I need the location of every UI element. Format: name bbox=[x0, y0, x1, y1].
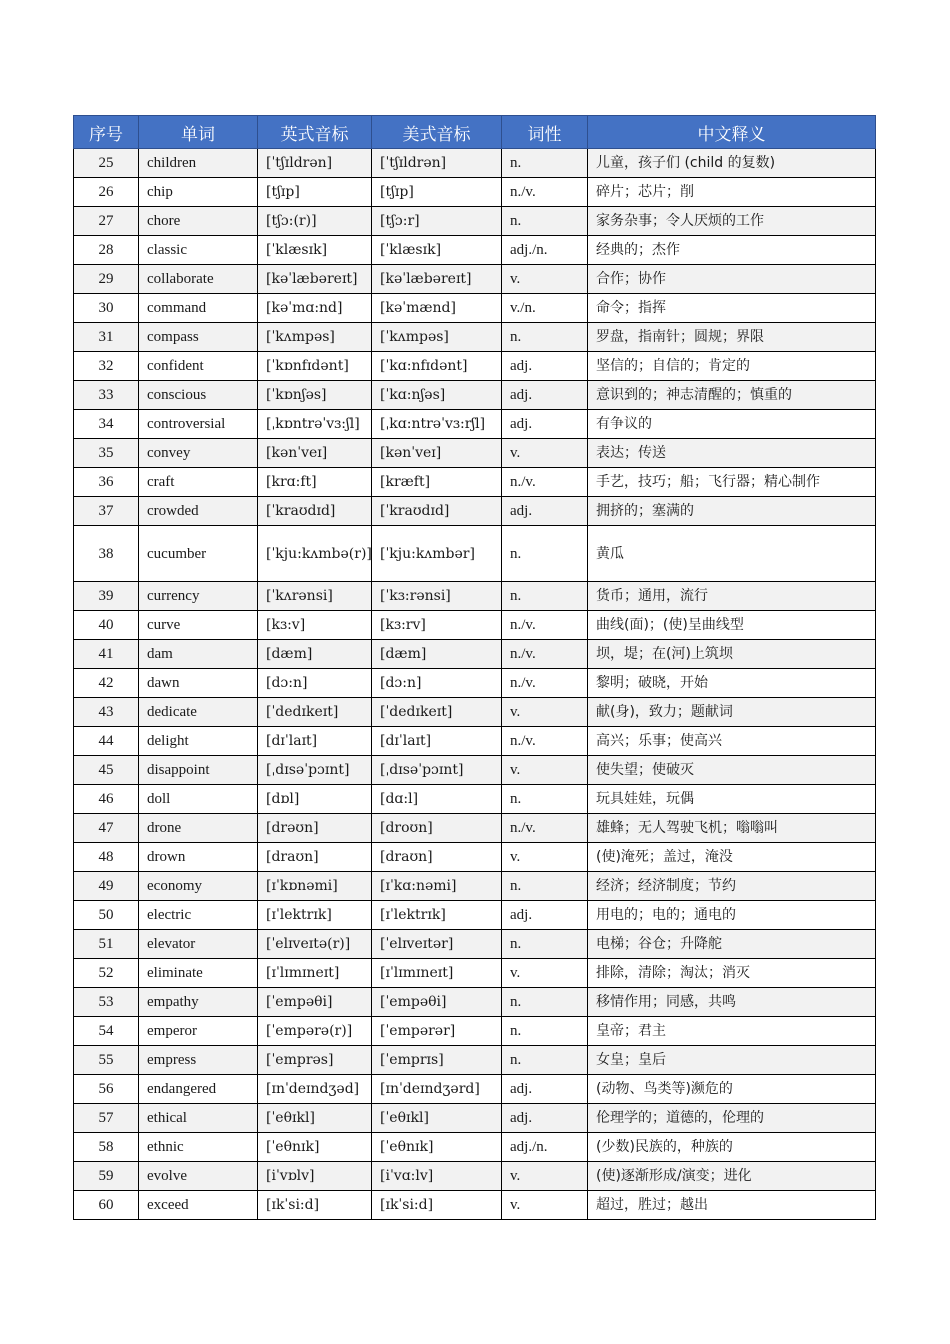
cell-part-of-speech: adj. bbox=[502, 381, 588, 410]
cell-number: 54 bbox=[74, 1017, 139, 1046]
cell-uk-phonetic: [kəˈmɑ:nd] bbox=[258, 294, 372, 323]
cell-chinese-meaning: 坚信的；自信的；肯定的 bbox=[588, 352, 876, 381]
cell-uk-phonetic: [drəʊn] bbox=[258, 814, 372, 843]
table-row bbox=[74, 236, 876, 265]
cell-word: economy bbox=[139, 872, 258, 901]
cell-number: 55 bbox=[74, 1046, 139, 1075]
cell-part-of-speech: n./v. bbox=[502, 814, 588, 843]
cell-number: 35 bbox=[74, 439, 139, 468]
cell-word: craft bbox=[139, 468, 258, 497]
header-chinese-meaning: 中文释义 bbox=[588, 116, 876, 149]
cell-number: 57 bbox=[74, 1104, 139, 1133]
cell-us-phonetic: [ˈeθnɪk] bbox=[372, 1133, 502, 1162]
cell-chinese-meaning: 表达；传送 bbox=[588, 439, 876, 468]
cell-chinese-meaning: 皇帝；君主 bbox=[588, 1017, 876, 1046]
cell-number: 27 bbox=[74, 207, 139, 236]
cell-us-phonetic: [ˈeθɪkl] bbox=[372, 1104, 502, 1133]
cell-number: 56 bbox=[74, 1075, 139, 1104]
cell-word: evolve bbox=[139, 1162, 258, 1191]
table-row bbox=[74, 756, 876, 785]
cell-us-phonetic: [tʃɪp] bbox=[372, 178, 502, 207]
cell-word: collaborate bbox=[139, 265, 258, 294]
cell-part-of-speech: n. bbox=[502, 526, 588, 582]
table-row bbox=[74, 843, 876, 872]
cell-us-phonetic: [dæm] bbox=[372, 640, 502, 669]
header-part-of-speech: 词性 bbox=[502, 116, 588, 149]
cell-us-phonetic: [ɪˈlɪmɪneɪt] bbox=[372, 959, 502, 988]
cell-chinese-meaning: 女皇；皇后 bbox=[588, 1046, 876, 1075]
table-row bbox=[74, 988, 876, 1017]
cell-part-of-speech: n./v. bbox=[502, 468, 588, 497]
cell-part-of-speech: n./v. bbox=[502, 640, 588, 669]
cell-chinese-meaning: 家务杂事；令人厌烦的工作 bbox=[588, 207, 876, 236]
cell-number: 25 bbox=[74, 149, 139, 178]
cell-number: 34 bbox=[74, 410, 139, 439]
cell-uk-phonetic: [ˈklæsɪk] bbox=[258, 236, 372, 265]
cell-chinese-meaning: 电梯；谷仓；升降舵 bbox=[588, 930, 876, 959]
cell-us-phonetic: [dɪˈlaɪt] bbox=[372, 727, 502, 756]
cell-us-phonetic: [ˈdedɪkeɪt] bbox=[372, 698, 502, 727]
cell-uk-phonetic: [kənˈveɪ] bbox=[258, 439, 372, 468]
cell-us-phonetic: [dɑ:l] bbox=[372, 785, 502, 814]
cell-us-phonetic: [ˈkɜ:rənsi] bbox=[372, 582, 502, 611]
cell-us-phonetic: [ˈkɑ:nfɪdənt] bbox=[372, 352, 502, 381]
cell-us-phonetic: [ɪnˈdeɪndʒərd] bbox=[372, 1075, 502, 1104]
table-row bbox=[74, 959, 876, 988]
cell-chinese-meaning: (动物、鸟类等)濒危的 bbox=[588, 1075, 876, 1104]
header-uk-phonetic: 英式音标 bbox=[258, 116, 372, 149]
cell-part-of-speech: adj. bbox=[502, 1104, 588, 1133]
cell-chinese-meaning: 用电的；电的；通电的 bbox=[588, 901, 876, 930]
cell-number: 29 bbox=[74, 265, 139, 294]
cell-word: command bbox=[139, 294, 258, 323]
table-row bbox=[74, 698, 876, 727]
cell-uk-phonetic: [ˈkʌrənsi] bbox=[258, 582, 372, 611]
vocabulary-page bbox=[73, 115, 875, 1220]
cell-uk-phonetic: [dɒl] bbox=[258, 785, 372, 814]
cell-word: cucumber bbox=[139, 526, 258, 582]
cell-part-of-speech: adj. bbox=[502, 410, 588, 439]
cell-chinese-meaning: 高兴；乐事；使高兴 bbox=[588, 727, 876, 756]
cell-chinese-meaning: 超过，胜过；越出 bbox=[588, 1191, 876, 1220]
cell-number: 33 bbox=[74, 381, 139, 410]
cell-part-of-speech: adj. bbox=[502, 352, 588, 381]
cell-uk-phonetic: [dɪˈlaɪt] bbox=[258, 727, 372, 756]
cell-word: empathy bbox=[139, 988, 258, 1017]
cell-uk-phonetic: [ˈeθnɪk] bbox=[258, 1133, 372, 1162]
table-row bbox=[74, 149, 876, 178]
cell-word: drone bbox=[139, 814, 258, 843]
cell-part-of-speech: v. bbox=[502, 1162, 588, 1191]
cell-part-of-speech: adj./n. bbox=[502, 1133, 588, 1162]
cell-uk-phonetic: [ˈempəθi] bbox=[258, 988, 372, 1017]
cell-chinese-meaning: 拥挤的；塞满的 bbox=[588, 497, 876, 526]
table-row bbox=[74, 1075, 876, 1104]
cell-number: 39 bbox=[74, 582, 139, 611]
cell-part-of-speech: v. bbox=[502, 698, 588, 727]
table-row bbox=[74, 1191, 876, 1220]
cell-part-of-speech: n./v. bbox=[502, 727, 588, 756]
table-row bbox=[74, 323, 876, 352]
table-row bbox=[74, 727, 876, 756]
cell-chinese-meaning: 玩具娃娃，玩偶 bbox=[588, 785, 876, 814]
cell-us-phonetic: [kəˈmænd] bbox=[372, 294, 502, 323]
cell-word: crowded bbox=[139, 497, 258, 526]
cell-word: empress bbox=[139, 1046, 258, 1075]
cell-word: compass bbox=[139, 323, 258, 352]
table-row bbox=[74, 439, 876, 468]
cell-us-phonetic: [ˈklæsɪk] bbox=[372, 236, 502, 265]
cell-part-of-speech: v./n. bbox=[502, 294, 588, 323]
cell-number: 59 bbox=[74, 1162, 139, 1191]
table-row bbox=[74, 640, 876, 669]
cell-word: ethical bbox=[139, 1104, 258, 1133]
cell-number: 32 bbox=[74, 352, 139, 381]
table-row bbox=[74, 669, 876, 698]
cell-chinese-meaning: 货币；通用，流行 bbox=[588, 582, 876, 611]
cell-uk-phonetic: [ˌdɪsəˈpɔɪnt] bbox=[258, 756, 372, 785]
cell-uk-phonetic: [ˈemprəs] bbox=[258, 1046, 372, 1075]
cell-word: electric bbox=[139, 901, 258, 930]
cell-part-of-speech: n. bbox=[502, 785, 588, 814]
cell-us-phonetic: [tʃɔ:r] bbox=[372, 207, 502, 236]
cell-chinese-meaning: 移情作用；同感，共鸣 bbox=[588, 988, 876, 1017]
table-row bbox=[74, 497, 876, 526]
cell-uk-phonetic: [ɪnˈdeɪndʒəd] bbox=[258, 1075, 372, 1104]
cell-us-phonetic: [droʊn] bbox=[372, 814, 502, 843]
cell-us-phonetic: [kənˈveɪ] bbox=[372, 439, 502, 468]
cell-uk-phonetic: [ɪkˈsi:d] bbox=[258, 1191, 372, 1220]
cell-word: controversial bbox=[139, 410, 258, 439]
cell-part-of-speech: n. bbox=[502, 872, 588, 901]
cell-part-of-speech: v. bbox=[502, 843, 588, 872]
header-word: 单词 bbox=[139, 116, 258, 149]
cell-us-phonetic: [ˈtʃɪldrən] bbox=[372, 149, 502, 178]
cell-uk-phonetic: [ˈelɪveɪtə(r)] bbox=[258, 930, 372, 959]
cell-number: 50 bbox=[74, 901, 139, 930]
cell-uk-phonetic: [ɪˈkɒnəmi] bbox=[258, 872, 372, 901]
cell-us-phonetic: [kræft] bbox=[372, 468, 502, 497]
cell-us-phonetic: [ɪkˈsi:d] bbox=[372, 1191, 502, 1220]
cell-chinese-meaning: (使)逐渐形成/演变；进化 bbox=[588, 1162, 876, 1191]
cell-word: convey bbox=[139, 439, 258, 468]
cell-us-phonetic: [ˌdɪsəˈpɔɪnt] bbox=[372, 756, 502, 785]
table-row bbox=[74, 526, 876, 582]
cell-number: 37 bbox=[74, 497, 139, 526]
cell-word: disappoint bbox=[139, 756, 258, 785]
cell-uk-phonetic: [dɔ:n] bbox=[258, 669, 372, 698]
cell-word: doll bbox=[139, 785, 258, 814]
cell-us-phonetic: [ɪˈlektrɪk] bbox=[372, 901, 502, 930]
cell-word: classic bbox=[139, 236, 258, 265]
cell-part-of-speech: adj. bbox=[502, 901, 588, 930]
cell-number: 36 bbox=[74, 468, 139, 497]
cell-word: curve bbox=[139, 611, 258, 640]
cell-number: 46 bbox=[74, 785, 139, 814]
cell-word: emperor bbox=[139, 1017, 258, 1046]
cell-uk-phonetic: [kəˈlæbəreɪt] bbox=[258, 265, 372, 294]
cell-chinese-meaning: 手艺，技巧；船；飞行器；精心制作 bbox=[588, 468, 876, 497]
cell-chinese-meaning: 黎明；破晓，开始 bbox=[588, 669, 876, 698]
cell-uk-phonetic: [draʊn] bbox=[258, 843, 372, 872]
cell-part-of-speech: v. bbox=[502, 1191, 588, 1220]
cell-part-of-speech: n. bbox=[502, 323, 588, 352]
cell-part-of-speech: n. bbox=[502, 930, 588, 959]
cell-part-of-speech: n. bbox=[502, 988, 588, 1017]
cell-uk-phonetic: [ˈempərə(r)] bbox=[258, 1017, 372, 1046]
cell-chinese-meaning: (使)淹死；盖过，淹没 bbox=[588, 843, 876, 872]
cell-part-of-speech: n./v. bbox=[502, 669, 588, 698]
table-row bbox=[74, 582, 876, 611]
cell-uk-phonetic: [iˈvɒlv] bbox=[258, 1162, 372, 1191]
cell-chinese-meaning: 坝，堤；在(河)上筑坝 bbox=[588, 640, 876, 669]
table-row bbox=[74, 901, 876, 930]
cell-us-phonetic: [kɜ:rv] bbox=[372, 611, 502, 640]
cell-chinese-meaning: 经济；经济制度；节约 bbox=[588, 872, 876, 901]
cell-chinese-meaning: 有争议的 bbox=[588, 410, 876, 439]
cell-part-of-speech: adj. bbox=[502, 1075, 588, 1104]
vocabulary-table bbox=[73, 115, 876, 1220]
cell-uk-phonetic: [kɜ:v] bbox=[258, 611, 372, 640]
table-row bbox=[74, 178, 876, 207]
cell-word: dawn bbox=[139, 669, 258, 698]
cell-chinese-meaning: (少数)民族的，种族的 bbox=[588, 1133, 876, 1162]
table-row bbox=[74, 930, 876, 959]
cell-number: 44 bbox=[74, 727, 139, 756]
table-row bbox=[74, 294, 876, 323]
cell-chinese-meaning: 意识到的；神志清醒的；慎重的 bbox=[588, 381, 876, 410]
cell-part-of-speech: n. bbox=[502, 1046, 588, 1075]
cell-word: elevator bbox=[139, 930, 258, 959]
header-number: 序号 bbox=[74, 116, 139, 149]
cell-uk-phonetic: [ˈdedɪkeɪt] bbox=[258, 698, 372, 727]
cell-word: delight bbox=[139, 727, 258, 756]
cell-part-of-speech: adj./n. bbox=[502, 236, 588, 265]
cell-word: dedicate bbox=[139, 698, 258, 727]
table-row bbox=[74, 1046, 876, 1075]
table-row bbox=[74, 468, 876, 497]
cell-chinese-meaning: 使失望；使破灭 bbox=[588, 756, 876, 785]
cell-uk-phonetic: [tʃɪp] bbox=[258, 178, 372, 207]
cell-us-phonetic: [ˈkɑ:nʃəs] bbox=[372, 381, 502, 410]
cell-chinese-meaning: 经典的；杰作 bbox=[588, 236, 876, 265]
cell-chinese-meaning: 曲线(面)；(使)呈曲线型 bbox=[588, 611, 876, 640]
cell-number: 31 bbox=[74, 323, 139, 352]
table-row bbox=[74, 1104, 876, 1133]
cell-us-phonetic: [dɔ:n] bbox=[372, 669, 502, 698]
cell-part-of-speech: n. bbox=[502, 207, 588, 236]
cell-us-phonetic: [ˈelɪveɪtər] bbox=[372, 930, 502, 959]
cell-uk-phonetic: [ˈkɒnfɪdənt] bbox=[258, 352, 372, 381]
cell-uk-phonetic: [ˈkraʊdɪd] bbox=[258, 497, 372, 526]
table-row bbox=[74, 785, 876, 814]
cell-us-phonetic: [kəˈlæbəreɪt] bbox=[372, 265, 502, 294]
cell-word: conscious bbox=[139, 381, 258, 410]
cell-number: 48 bbox=[74, 843, 139, 872]
cell-chinese-meaning: 合作；协作 bbox=[588, 265, 876, 294]
cell-uk-phonetic: [ˌkɒntrəˈvɜ:ʃl] bbox=[258, 410, 372, 439]
table-row bbox=[74, 872, 876, 901]
cell-part-of-speech: v. bbox=[502, 756, 588, 785]
table-row bbox=[74, 381, 876, 410]
cell-number: 28 bbox=[74, 236, 139, 265]
cell-us-phonetic: [ˈempəθi] bbox=[372, 988, 502, 1017]
table-row bbox=[74, 410, 876, 439]
cell-uk-phonetic: [dæm] bbox=[258, 640, 372, 669]
table-row bbox=[74, 1133, 876, 1162]
cell-word: children bbox=[139, 149, 258, 178]
table-row bbox=[74, 207, 876, 236]
cell-uk-phonetic: [ɪˈlektrɪk] bbox=[258, 901, 372, 930]
cell-chinese-meaning: 罗盘，指南针；圆规；界限 bbox=[588, 323, 876, 352]
cell-number: 60 bbox=[74, 1191, 139, 1220]
table-row bbox=[74, 611, 876, 640]
cell-word: currency bbox=[139, 582, 258, 611]
cell-chinese-meaning: 伦理学的；道德的，伦理的 bbox=[588, 1104, 876, 1133]
cell-part-of-speech: v. bbox=[502, 265, 588, 294]
cell-uk-phonetic: [ˈtʃɪldrən] bbox=[258, 149, 372, 178]
cell-uk-phonetic: [tʃɔ:(r)] bbox=[258, 207, 372, 236]
cell-part-of-speech: v. bbox=[502, 959, 588, 988]
cell-number: 52 bbox=[74, 959, 139, 988]
cell-number: 40 bbox=[74, 611, 139, 640]
cell-number: 42 bbox=[74, 669, 139, 698]
table-row bbox=[74, 814, 876, 843]
cell-word: exceed bbox=[139, 1191, 258, 1220]
table-body bbox=[74, 149, 876, 1220]
cell-word: endangered bbox=[139, 1075, 258, 1104]
cell-number: 30 bbox=[74, 294, 139, 323]
cell-part-of-speech: v. bbox=[502, 439, 588, 468]
cell-uk-phonetic: [ˈkɒnʃəs] bbox=[258, 381, 372, 410]
cell-chinese-meaning: 排除，清除；淘汰；消灭 bbox=[588, 959, 876, 988]
cell-us-phonetic: [ˈkʌmpəs] bbox=[372, 323, 502, 352]
cell-chinese-meaning: 碎片；芯片；削 bbox=[588, 178, 876, 207]
cell-number: 51 bbox=[74, 930, 139, 959]
cell-number: 38 bbox=[74, 526, 139, 582]
cell-us-phonetic: [ˈempərər] bbox=[372, 1017, 502, 1046]
cell-number: 58 bbox=[74, 1133, 139, 1162]
cell-uk-phonetic: [ˈkʌmpəs] bbox=[258, 323, 372, 352]
cell-us-phonetic: [ɪˈkɑ:nəmi] bbox=[372, 872, 502, 901]
cell-chinese-meaning: 命令；指挥 bbox=[588, 294, 876, 323]
cell-word: ethnic bbox=[139, 1133, 258, 1162]
header-us-phonetic: 美式音标 bbox=[372, 116, 502, 149]
cell-us-phonetic: [ˌkɑ:ntrəˈvɜ:rʃl] bbox=[372, 410, 502, 439]
cell-number: 26 bbox=[74, 178, 139, 207]
table-row bbox=[74, 1017, 876, 1046]
cell-chinese-meaning: 雄蜂；无人驾驶飞机；嗡嗡叫 bbox=[588, 814, 876, 843]
cell-part-of-speech: adj. bbox=[502, 497, 588, 526]
table-row bbox=[74, 1162, 876, 1191]
cell-part-of-speech: n. bbox=[502, 149, 588, 178]
cell-uk-phonetic: [ˈkju:kʌmbə(r)] bbox=[258, 526, 372, 582]
cell-number: 43 bbox=[74, 698, 139, 727]
cell-us-phonetic: [ˈkju:kʌmbər] bbox=[372, 526, 502, 582]
cell-chinese-meaning: 儿童，孩子们 (child 的复数) bbox=[588, 149, 876, 178]
cell-word: confident bbox=[139, 352, 258, 381]
cell-word: eliminate bbox=[139, 959, 258, 988]
cell-chinese-meaning: 献(身)，致力；题献词 bbox=[588, 698, 876, 727]
cell-word: chore bbox=[139, 207, 258, 236]
table-header-row bbox=[74, 116, 876, 149]
table-row bbox=[74, 265, 876, 294]
cell-number: 45 bbox=[74, 756, 139, 785]
cell-chinese-meaning: 黄瓜 bbox=[588, 526, 876, 582]
cell-word: dam bbox=[139, 640, 258, 669]
cell-part-of-speech: n. bbox=[502, 582, 588, 611]
cell-number: 49 bbox=[74, 872, 139, 901]
cell-number: 53 bbox=[74, 988, 139, 1017]
cell-us-phonetic: [iˈvɑ:lv] bbox=[372, 1162, 502, 1191]
cell-number: 47 bbox=[74, 814, 139, 843]
cell-us-phonetic: [draʊn] bbox=[372, 843, 502, 872]
table-row bbox=[74, 352, 876, 381]
cell-us-phonetic: [ˈkraʊdɪd] bbox=[372, 497, 502, 526]
cell-us-phonetic: [ˈemprɪs] bbox=[372, 1046, 502, 1075]
cell-part-of-speech: n./v. bbox=[502, 611, 588, 640]
cell-part-of-speech: n./v. bbox=[502, 178, 588, 207]
cell-number: 41 bbox=[74, 640, 139, 669]
cell-word: drown bbox=[139, 843, 258, 872]
cell-uk-phonetic: [krɑ:ft] bbox=[258, 468, 372, 497]
cell-uk-phonetic: [ɪˈlɪmɪneɪt] bbox=[258, 959, 372, 988]
cell-word: chip bbox=[139, 178, 258, 207]
cell-uk-phonetic: [ˈeθɪkl] bbox=[258, 1104, 372, 1133]
cell-part-of-speech: n. bbox=[502, 1017, 588, 1046]
